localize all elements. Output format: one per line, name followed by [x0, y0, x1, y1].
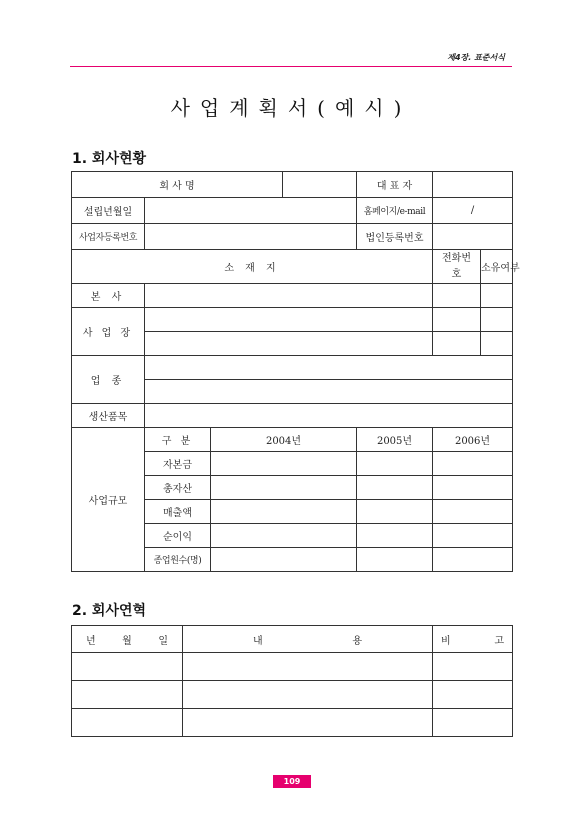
- scale-cell[interactable]: [211, 548, 357, 572]
- section1-title: 1. 회사현황: [72, 151, 147, 167]
- history-content-cell[interactable]: [183, 681, 433, 709]
- history-content-cell[interactable]: [183, 709, 433, 737]
- company-name-value[interactable]: [283, 172, 357, 198]
- workplace-address-2[interactable]: [145, 332, 433, 356]
- industry-label: 업 종: [72, 356, 145, 404]
- header-rule: [70, 66, 512, 67]
- scale-cell[interactable]: [433, 548, 513, 572]
- scale-cell[interactable]: [211, 452, 357, 476]
- industry-value-1[interactable]: [145, 356, 513, 380]
- scale-cell[interactable]: [433, 452, 513, 476]
- workplace-phone-1[interactable]: [433, 308, 481, 332]
- workplace-ownership-1[interactable]: [481, 308, 513, 332]
- founded-value[interactable]: [145, 198, 357, 224]
- products-label: 생산품목: [72, 404, 145, 428]
- scale-cell[interactable]: [357, 548, 433, 572]
- section2-title: 2. 회사연혁: [72, 603, 147, 619]
- history-date-cell[interactable]: [72, 681, 183, 709]
- scale-row-label: 총자산: [145, 476, 211, 500]
- phone-label: 전화번 호: [433, 250, 481, 284]
- scale-cell[interactable]: [211, 476, 357, 500]
- head-office-address[interactable]: [145, 284, 433, 308]
- industry-value-2[interactable]: [145, 380, 513, 404]
- founded-label: 설립년월일: [72, 198, 145, 224]
- scale-cell[interactable]: [357, 500, 433, 524]
- division-label: 구 분: [145, 428, 211, 452]
- head-office-label: 본 사: [72, 284, 145, 308]
- corp-reg-label: 법인등록번호: [357, 224, 433, 250]
- page-number: 109: [273, 775, 311, 788]
- scale-cell[interactable]: [357, 476, 433, 500]
- year-header-2006: 2006년: [433, 428, 513, 452]
- history-note-cell[interactable]: [433, 653, 513, 681]
- representative-value[interactable]: [433, 172, 513, 198]
- scale-cell[interactable]: [211, 500, 357, 524]
- head-office-phone[interactable]: [433, 284, 481, 308]
- workplace-ownership-2[interactable]: [481, 332, 513, 356]
- scale-cell[interactable]: [357, 524, 433, 548]
- scale-cell[interactable]: [433, 500, 513, 524]
- biz-reg-value[interactable]: [145, 224, 357, 250]
- scale-row-label: 자본금: [145, 452, 211, 476]
- year-header-2004: 2004년: [211, 428, 357, 452]
- scale-row-label: 매출액: [145, 500, 211, 524]
- history-date-header: 년 월 일: [72, 626, 183, 653]
- company-name-label: 회 사 명: [72, 172, 283, 198]
- chapter-label: 제4장. 표준서식: [447, 53, 505, 62]
- history-note-header: 비 고: [433, 626, 513, 653]
- ownership-label: 소유여부: [481, 250, 513, 284]
- company-history-table: [71, 625, 513, 737]
- history-date-cell[interactable]: [72, 653, 183, 681]
- representative-label: 대 표 자: [357, 172, 433, 198]
- scale-cell[interactable]: [433, 524, 513, 548]
- homepage-value[interactable]: /: [433, 198, 513, 224]
- scale-row-label: 종업원수(명): [145, 548, 211, 572]
- history-content-header: 내 용: [183, 626, 433, 653]
- scale-cell[interactable]: [433, 476, 513, 500]
- history-date-cell[interactable]: [72, 709, 183, 737]
- document-title: 사업계획서(예시): [170, 96, 412, 120]
- scale-cell[interactable]: [211, 524, 357, 548]
- corp-reg-value[interactable]: [433, 224, 513, 250]
- location-label: 소 재 지: [72, 250, 433, 284]
- company-status-table: [71, 171, 520, 572]
- history-content-cell[interactable]: [183, 653, 433, 681]
- products-value[interactable]: [145, 404, 513, 428]
- workplace-address-1[interactable]: [145, 308, 433, 332]
- workplace-phone-2[interactable]: [433, 332, 481, 356]
- scale-label: 사업규모: [72, 428, 145, 572]
- year-header-2005: 2005년: [357, 428, 433, 452]
- history-note-cell[interactable]: [433, 709, 513, 737]
- history-note-cell[interactable]: [433, 681, 513, 709]
- homepage-label: 홈페이지/e-mail: [357, 198, 433, 224]
- scale-row-label: 순이익: [145, 524, 211, 548]
- head-office-ownership[interactable]: [481, 284, 513, 308]
- workplace-label: 사 업 장: [72, 308, 145, 356]
- scale-cell[interactable]: [357, 452, 433, 476]
- biz-reg-label: 사업자등록번호: [72, 224, 145, 250]
